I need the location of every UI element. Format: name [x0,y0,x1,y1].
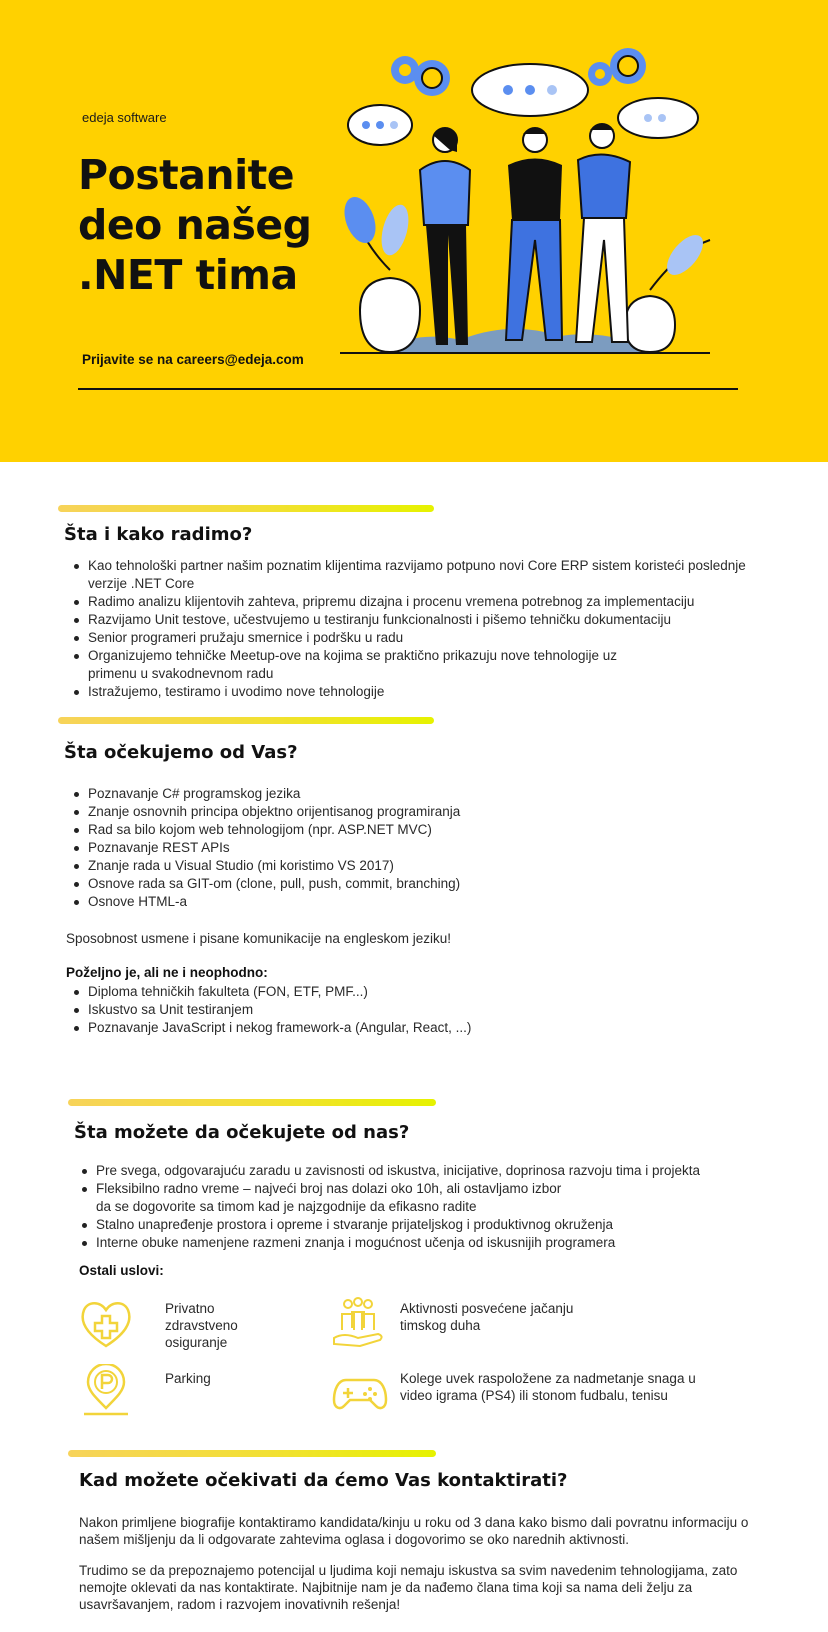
list-item: Pre svega, odgovarajuću zaradu u zavisnosti od iskustva, inicijative, doprinosa razvoju tima i projekta [74,1162,754,1180]
hero-banner [0,0,828,462]
list-item: Diploma tehničkih fakulteta (FON, ETF, PMF...) [66,983,746,1001]
list-item: Poznavanje C# programskog jezika [66,785,746,803]
offer-list [74,1162,754,1252]
person-figure [576,124,630,342]
benefit-team-building: Aktivnosti posvećene jačanju timskog duha [400,1301,574,1333]
list-item: Fleksibilno radno vreme – najveći broj nas dolazi oko 10h, ali ostavljamo izbor da se dogovorite sa timom kad je najzgodnije da efikasno radite [74,1180,564,1216]
section-title-what-we-offer: Šta možete da očekujete od nas? [74,1122,410,1143]
section-accent-bar [68,1099,436,1106]
title-line-3: .NET tima [78,251,298,299]
list-item: Rad sa bilo kojom web tehnologijom (npr. ASP.NET MVC) [66,821,746,839]
list-item: Poznavanje REST APIs [66,839,746,857]
list-item: Interne obuke namenjene razmeni znanja i mogućnost učenja od iskusnijih programera [74,1234,754,1252]
gamepad-icon [332,1364,388,1420]
list-item: Razvijamo Unit testove, učestvujemo u testiranju funkcionalnosti i pišemo tehničku dokumentaciju [66,611,746,629]
list-item: Kao tehnološki partner našim poznatim klijentima razvijamo potpuno novi Core ERP sistem koristeći poslednje verzije .NET Core [66,557,746,593]
team-illustration [340,40,750,380]
section-title-contact: Kad možete očekivati da ćemo Vas kontaktirati? [79,1470,568,1491]
list-item: Osnove rada sa GIT-om (clone, pull, push, commit, branching) [66,875,746,893]
person-figure [420,128,470,345]
english-note: Sposobnost usmene i pisane komunikacije na engleskom jeziku! [66,931,451,946]
contact-paragraph-2: Trudimo se da prepoznajemo potencijal u ljudima koji nemaju iskustva sa svim navedenim tehnologijama, zato nemojte oklevati da nas kontaktirate. Najbitnije nam je da nađemo člana tima koji sa nama deli želju za usavršavanjem, radom i razvojem inovativnih rešenja! [79,1563,738,1612]
section-accent-bar [58,717,434,724]
parking-icon [78,1364,134,1420]
section-title-expectations: Šta očekujemo od Vas? [64,742,298,763]
list-item: Stalno unapređenje prostora i opreme i stvaranje prijateljskog i produktivnog okruženja [74,1216,754,1234]
brand-name: edeja software [82,110,167,125]
list-item: Radimo analizu klijentovih zahteva, pripremu dizajna i procenu vremena potrebnog za implementaciju [66,593,746,611]
list-item: Osnove HTML-a [66,893,746,911]
section-accent-bar [68,1450,436,1457]
benefit-games: Kolege uvek raspoložene za nadmetanje snaga u video igrama (PS4) ili stonom fudbalu, tenisu [400,1371,696,1403]
heart-medical-icon [78,1296,134,1352]
list-item: Istražujemo, testiramo i uvodimo nove tehnologije [66,683,746,701]
hero-divider [78,388,738,390]
contact-paragraph-1: Nakon primljene biografije kontaktiramo kandidata/kinju u roku od 3 dana kako bismo dali povratnu informaciju o našem mišljenju da li odgovarate zahtevima oglasa i dogovorimo se oko narednih aktivnosti. [79,1515,749,1547]
person-figure [506,128,562,340]
requirements-list [66,785,746,911]
team-icon [330,1294,386,1350]
page-title [78,150,358,300]
list-item: Iskustvo sa Unit testiranjem [66,1001,746,1019]
section-title-what-we-do: Šta i kako radimo? [64,524,253,545]
what-we-do-list [66,557,746,701]
list-item: Znanje osnovnih principa objektno orijentisanog programiranja [66,803,746,821]
title-line-1: Postanite [78,151,295,199]
list-item: Poznavanje JavaScript i nekog framework-a (Angular, React, ...) [66,1019,746,1037]
nice-to-have-list [66,983,746,1037]
list-item: Organizujemo tehničke Meetup-ove na kojima se praktično prikazuju nove tehnologije uz primenu u svakodnevnom radu [66,647,626,683]
benefit-parking: Parking [165,1371,211,1386]
list-item: Znanje rada u Visual Studio (mi koristimo VS 2017) [66,857,746,875]
apply-email-text[interactable]: Prijavite se na careers@edeja.com [82,352,304,367]
section-accent-bar [58,505,434,512]
title-line-2: deo našeg [78,201,312,249]
benefit-health-insurance: Privatno zdravstveno osiguranje [165,1301,238,1350]
nice-to-have-label: Poželjno je, ali ne i neophodno: [66,965,268,980]
list-item: Senior programeri pružaju smernice i podršku u radu [66,629,746,647]
other-conditions-label: Ostali uslovi: [79,1263,164,1278]
